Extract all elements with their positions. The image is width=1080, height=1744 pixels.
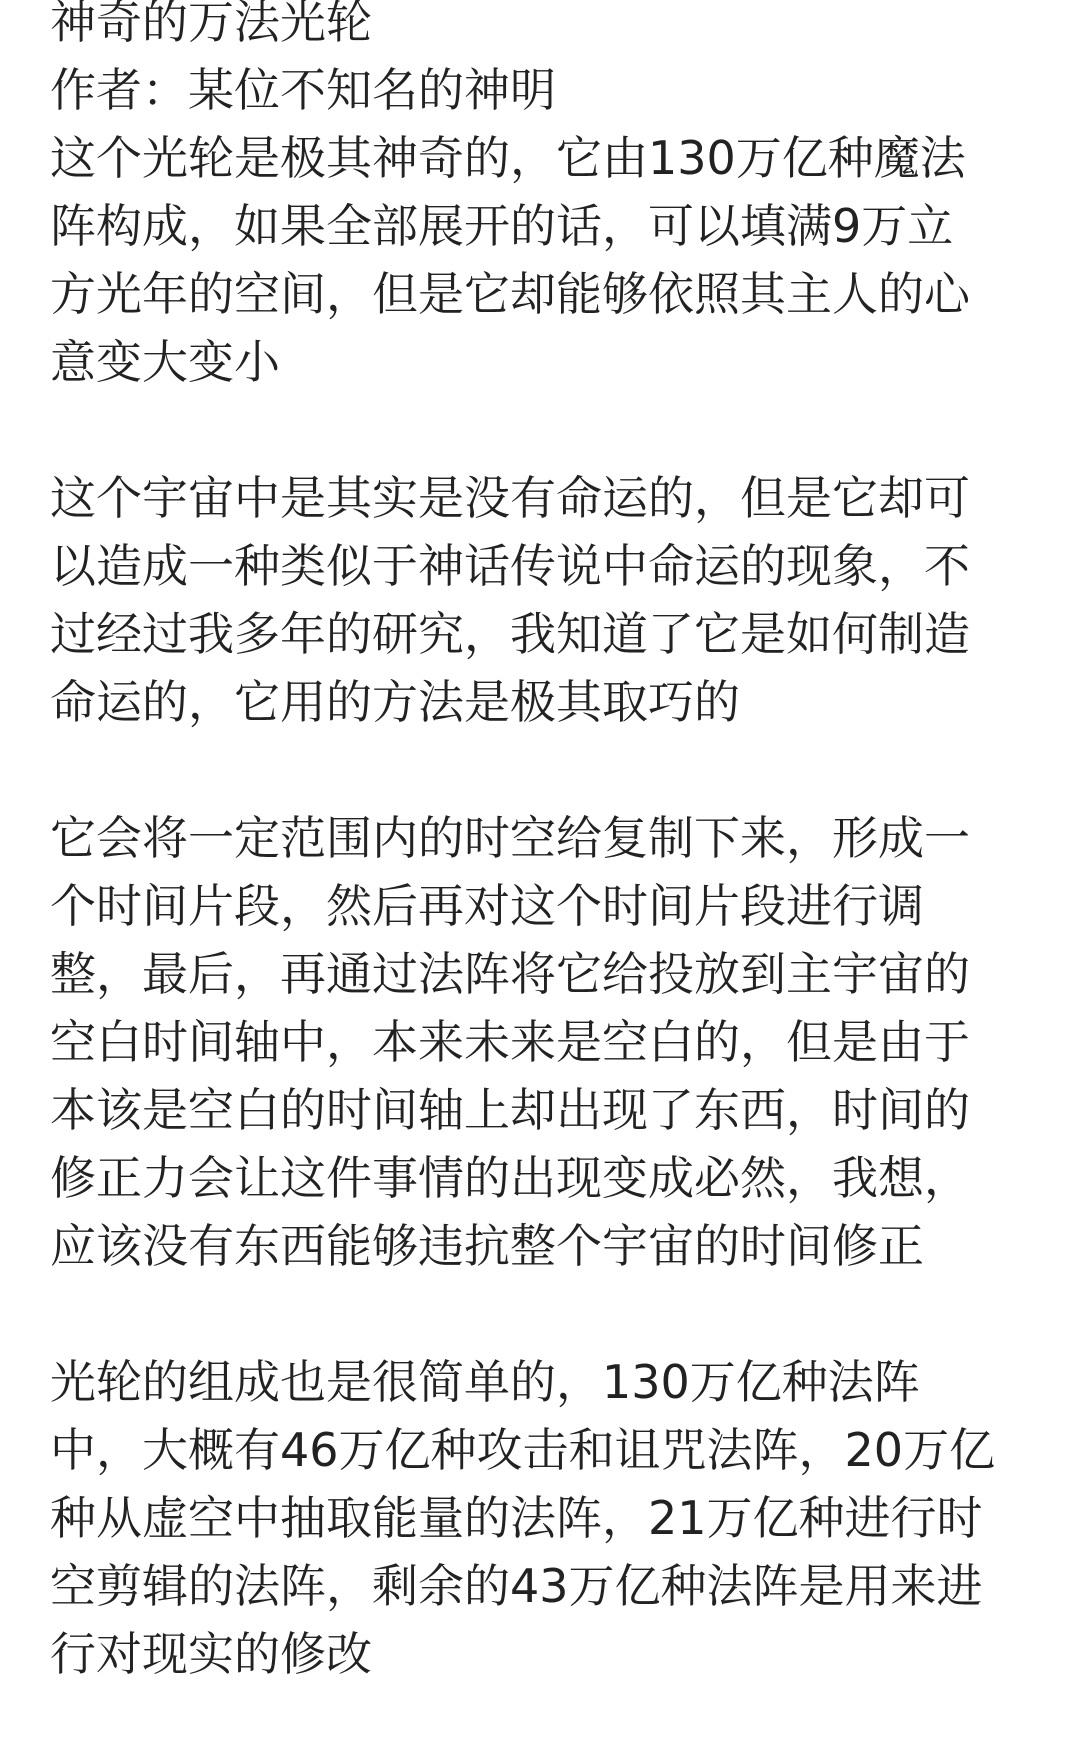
paragraph-line: 种从虚空中抽取能量的法阵，21万亿种进行时 bbox=[50, 1491, 983, 1545]
paragraph-line: 个时间片段，然后再对这个时间片段进行调 bbox=[50, 879, 924, 933]
paragraph-line: 阵构成，如果全部展开的话，可以填满9万立 bbox=[50, 199, 954, 253]
paragraph-line: 命运的，它用的方法是极其取巧的 bbox=[50, 675, 740, 729]
paragraph-gap bbox=[50, 736, 1036, 804]
paragraph-line: 空白时间轴中，本来未来是空白的，但是由于 bbox=[50, 1015, 970, 1069]
paragraph-line: 空剪辑的法阵，剩余的43万亿种法阵是用来进 bbox=[50, 1559, 983, 1613]
paragraph-line: 中，大概有46万亿种攻击和诅咒法阵，20万亿 bbox=[50, 1423, 996, 1477]
paragraph-line: 它会将一定范围内的时空给复制下来，形成一 bbox=[50, 811, 970, 865]
paragraph-line: 行对现实的修改 bbox=[50, 1627, 372, 1681]
paragraph-line: 本该是空白的时间轴上却出现了东西，时间的 bbox=[50, 1083, 970, 1137]
paragraph-1 bbox=[50, 124, 1036, 396]
paragraph-line: 这个光轮是极其神奇的，它由130万亿种魔法 bbox=[50, 131, 966, 185]
note-author: 作者：某位不知名的神明 bbox=[50, 63, 556, 117]
paragraph-line: 应该没有东西能够违抗整个宇宙的时间修正 bbox=[50, 1219, 924, 1273]
paragraph-gap bbox=[50, 1280, 1036, 1348]
paragraph-gap bbox=[50, 396, 1036, 464]
paragraph-line: 过经过我多年的研究，我知道了它是如何制造 bbox=[50, 607, 970, 661]
paragraph-4 bbox=[50, 1348, 1036, 1688]
paragraph-line: 以造成一种类似于神话传说中命运的现象，不 bbox=[50, 539, 970, 593]
paragraph-line: 修正力会让这件事情的出现变成必然，我想， bbox=[50, 1151, 970, 1205]
paragraph-line: 这个宇宙中是其实是没有命运的，但是它却可 bbox=[50, 471, 970, 525]
paragraph-line: 意变大变小 bbox=[50, 335, 280, 389]
paragraph-line: 光轮的组成也是很简单的，130万亿种法阵 bbox=[50, 1355, 920, 1409]
paragraph-3 bbox=[50, 804, 1036, 1280]
paragraph-line: 方光年的空间，但是它却能够依照其主人的心 bbox=[50, 267, 970, 321]
paragraph-2 bbox=[50, 464, 1036, 736]
paragraph-line: 整，最后，再通过法阵将它给投放到主宇宙的 bbox=[50, 947, 970, 1001]
note-title: 神奇的万法光轮 bbox=[50, 0, 372, 49]
